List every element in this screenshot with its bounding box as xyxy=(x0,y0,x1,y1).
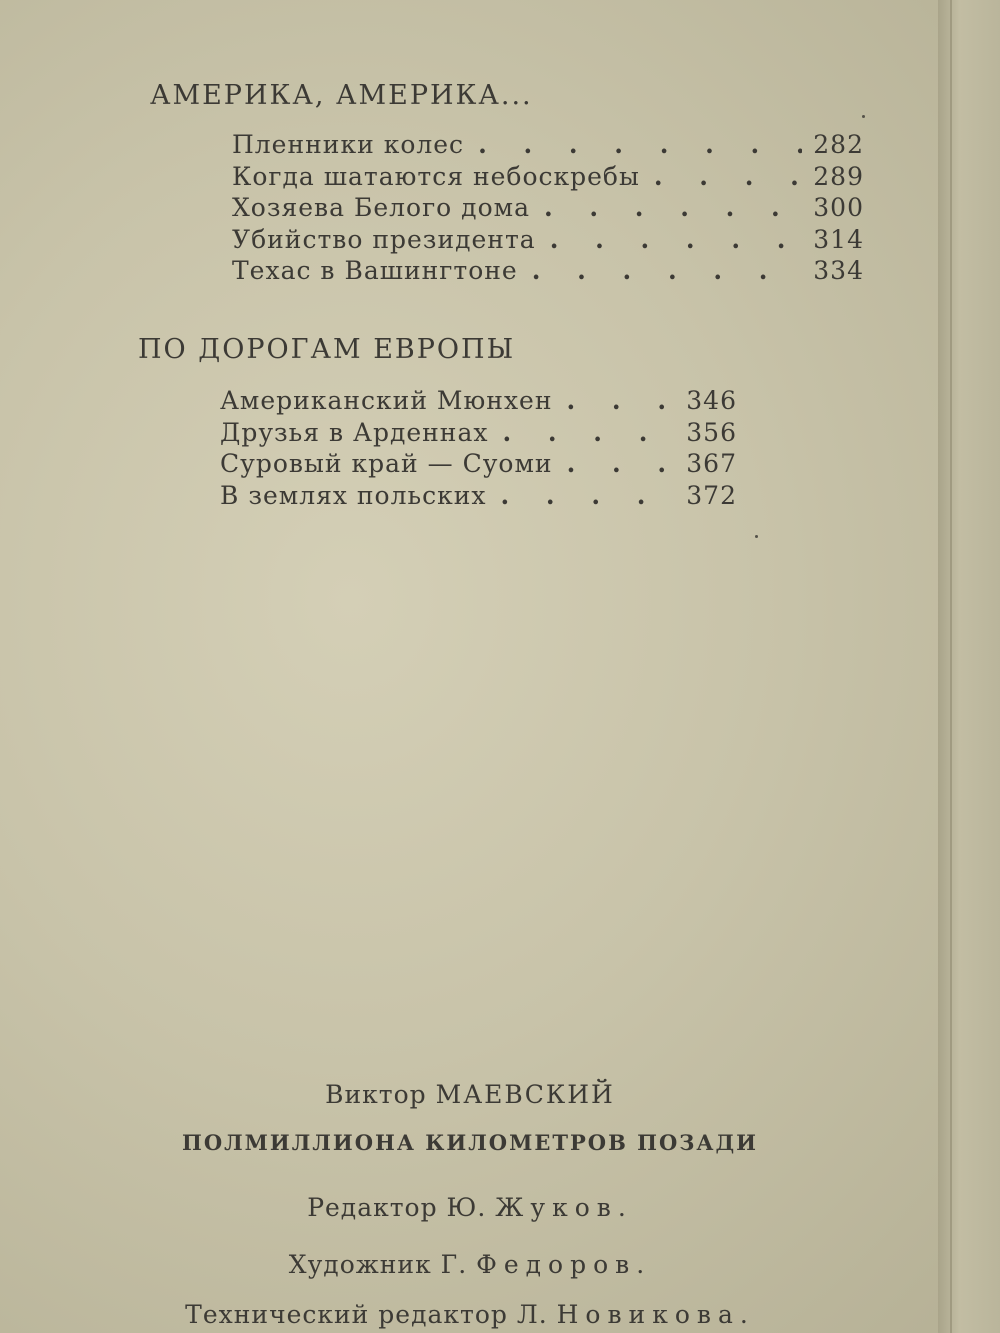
imprint-tech-editor xyxy=(0,1300,940,1329)
toc-entry xyxy=(220,481,737,513)
toc-entry-title: Американский Мюнхен xyxy=(220,386,553,415)
tech-editor-role: Технический редактор Л. xyxy=(185,1300,548,1329)
dot-leader xyxy=(530,193,802,222)
dot-leader xyxy=(464,130,802,159)
author-first-name: Виктор xyxy=(325,1080,427,1109)
artist-name: Федоров. xyxy=(476,1250,652,1279)
imprint-author xyxy=(0,1080,940,1109)
print-speck xyxy=(755,535,758,538)
toc-page-number: 289 xyxy=(813,161,864,191)
toc-page-number: 346 xyxy=(686,386,737,415)
imprint-book-title: ПОЛМИЛЛИОНА КИЛОМЕТРОВ ПОЗАДИ xyxy=(181,1130,759,1155)
dot-leader xyxy=(553,449,675,478)
toc-entry xyxy=(232,162,864,194)
toc-page-number: 367 xyxy=(686,449,737,478)
toc-entry xyxy=(220,386,737,418)
toc-page-number: 300 xyxy=(813,193,864,222)
page-edge-line xyxy=(950,0,952,1333)
artist-role: Художник Г. xyxy=(288,1250,468,1279)
toc-entry-title: Убийство президента xyxy=(232,224,536,254)
dot-leader xyxy=(488,418,675,447)
toc-list-america xyxy=(232,130,864,288)
toc-entry xyxy=(232,225,864,257)
toc-entry-title: Друзья в Арденнах xyxy=(220,417,489,447)
print-speck xyxy=(862,115,865,118)
tech-editor-name: Новикова. xyxy=(556,1300,755,1329)
toc-entry-title: Хозяева Белого дома xyxy=(232,193,530,222)
dot-leader xyxy=(536,225,802,254)
toc-page-number: 314 xyxy=(813,224,864,254)
toc-entry-title: Когда шатаются небоскребы xyxy=(232,161,640,191)
imprint-editor xyxy=(0,1193,940,1222)
dot-leader xyxy=(487,481,676,510)
toc-page-number: 372 xyxy=(686,480,737,510)
toc-entry xyxy=(232,193,864,225)
toc-entry-title: В землях польских xyxy=(220,480,487,510)
dot-leader xyxy=(518,256,802,285)
author-surname: МАЕВСКИЙ xyxy=(435,1080,615,1109)
toc-entry-title: Техас в Вашингтоне xyxy=(232,256,518,285)
toc-page-number: 282 xyxy=(813,130,864,159)
dot-leader xyxy=(553,386,675,415)
toc-entry xyxy=(232,130,864,162)
toc-entry xyxy=(232,256,864,288)
dot-leader xyxy=(640,162,802,191)
toc-entry-title: Пленники колес xyxy=(232,130,465,159)
toc-entry xyxy=(220,418,737,450)
editor-name: Жуков. xyxy=(495,1193,633,1222)
editor-role: Редактор Ю. xyxy=(307,1193,487,1222)
page-gutter xyxy=(938,0,1000,1333)
toc-entry-title: Суровый край — Суоми xyxy=(220,449,553,478)
toc-page-number: 356 xyxy=(686,417,737,447)
toc-list-europe xyxy=(220,386,737,512)
imprint-artist xyxy=(0,1250,940,1279)
section-title-europe: ПО ДОРОГАМ ЕВРОПЫ xyxy=(138,334,516,365)
toc-entry xyxy=(220,449,737,481)
toc-page-number: 334 xyxy=(813,256,864,285)
section-title-america: АМЕРИКА, АМЕРИКА... xyxy=(150,80,533,111)
